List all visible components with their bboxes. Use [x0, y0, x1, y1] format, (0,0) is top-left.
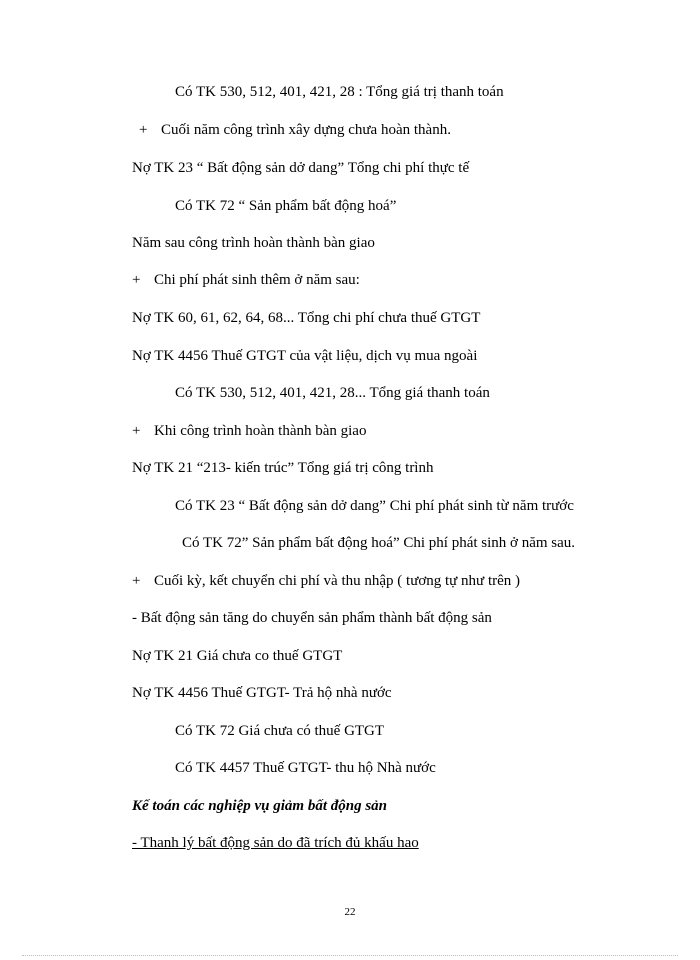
text-line: Nợ TK 23 “ Bất động sản dở dang” Tổng chi phí thực tế: [132, 160, 470, 176]
bullet-text: Khi công trình hoàn thành bàn giao: [154, 423, 367, 439]
text-line: Có TK 530, 512, 401, 421, 28 : Tổng giá trị thanh toán: [175, 84, 504, 100]
footer-divider: [22, 955, 678, 956]
bullet-line: [132, 421, 366, 441]
page-number: 22: [344, 906, 356, 918]
subsection-heading: - Thanh lý bất động sản do đã trích đủ khấu hao: [132, 835, 419, 851]
text-line: Năm sau công trình hoàn thành bàn giao: [132, 235, 375, 251]
text-line: Có TK 72 “ Sản phẩm bất động hoá”: [175, 198, 397, 214]
bullet-text: Chi phí phát sinh thêm ở năm sau:: [154, 272, 360, 288]
plus-icon: +: [132, 423, 141, 439]
text-line: Nợ TK 4456 Thuế GTGT của vật liệu, dịch vụ mua ngoài: [132, 348, 478, 364]
text-line: Nợ TK 21 Giá chưa co thuế GTGT: [132, 648, 343, 664]
bullet-line: [132, 571, 520, 591]
bullet-text: Cuối năm công trình xây dựng chưa hoàn thành.: [161, 122, 451, 138]
plus-icon: +: [132, 573, 141, 589]
text-line: Nợ TK 21 “213- kiến trúc” Tổng giá trị công trình: [132, 460, 434, 476]
text-line: Có TK 72” Sản phẩm bất động hoá” Chi phí phát sinh ở năm sau.: [182, 535, 576, 551]
text-line: Nợ TK 60, 61, 62, 64, 68... Tổng chi phí chưa thuế GTGT: [132, 310, 481, 326]
text-line: Có TK 23 “ Bất động sản dở dang” Chi phí phát sinh từ năm trước: [175, 498, 574, 514]
text-line: Có TK 530, 512, 401, 421, 28... Tổng giá thanh toán: [175, 385, 490, 401]
text-line: - Bất động sản tăng do chuyển sản phẩm thành bất động sản: [132, 610, 492, 626]
text-line: Nợ TK 4456 Thuế GTGT- Trả hộ nhà nước: [132, 685, 392, 701]
bullet-line: [132, 270, 360, 290]
bullet-text: Cuối kỳ, kết chuyển chi phí và thu nhập ( tương tự như trên ): [154, 573, 521, 589]
plus-icon: +: [132, 272, 141, 288]
text-line: Có TK 4457 Thuế GTGT- thu hộ Nhà nước: [175, 760, 436, 776]
section-heading: Kế toán các nghiệp vụ giảm bất động sản: [132, 798, 388, 814]
text-line: Có TK 72 Giá chưa có thuế GTGT: [175, 723, 385, 739]
plus-icon: +: [139, 122, 148, 138]
bullet-line: [139, 120, 451, 140]
